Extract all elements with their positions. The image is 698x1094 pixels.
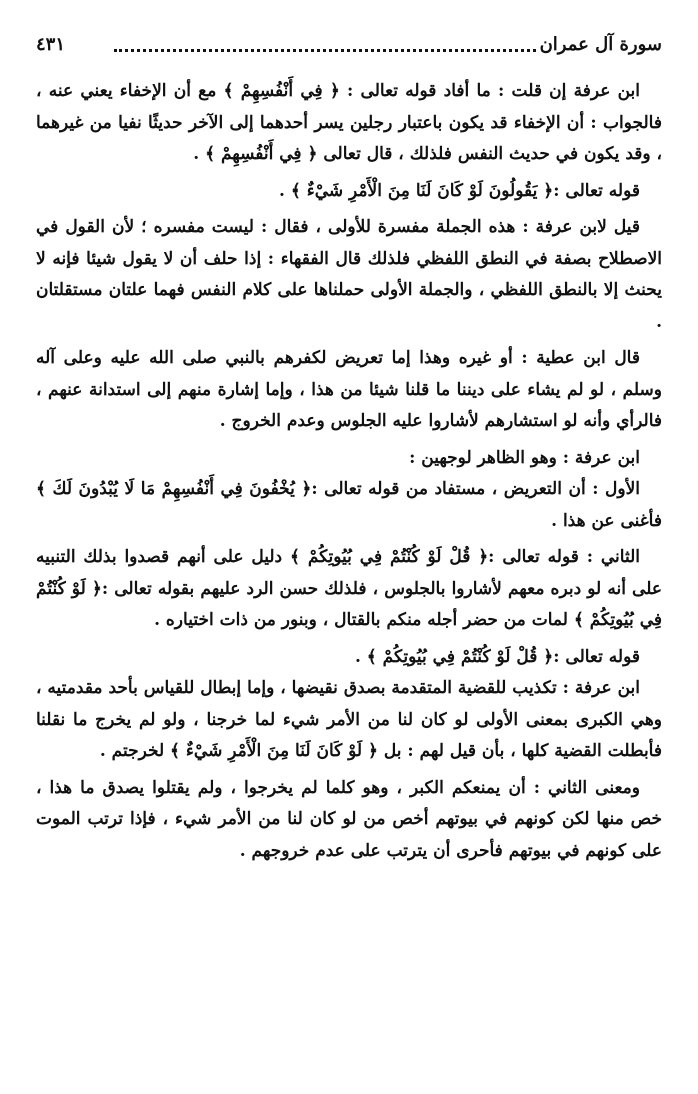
paragraph-ibn-arafa-question: ابن عرفة إن قلت : ما أفاد قوله تعالى : ﴿ فِي أَنْفُسِهِمْ ﴾ مع أن الإخفاء يعني عنه ، فالجواب : أن الإخفاء قد يكون باعتبار رجلين يسر أحدهما إلى الآخر حديثًا نفيا من غيرهما ، وقد يكون في حديث النفس فلذلك ، قال تعالى ﴿ فِي أَنْفُسِهِمْ ﴾ .	[36, 81, 662, 164]
paragraph-ibn-atiyya: قال ابن عطية : أو غيره وهذا إما تعريض لكفرهم بالنبي صلى الله عليه وعلى آله وسلم ، لو لم يشاء على ديننا ما قلنا شيئا من هذا ، وإما إشارة منهم إلى استدانة عنهم ، فالرأي وأنه لو استشارهم لأشاروا عليه الجلوس وعدم الخروج .	[36, 348, 662, 431]
paragraph-first-aspect: الأول : أن التعريض ، مستفاد من قوله تعالى :﴿ يُخْفُونَ فِي أَنْفُسِهِمْ مَا لَا يُبْدُونَ لَكَ ﴾ فأغنى عن هذا .	[36, 479, 662, 531]
paragraph-two-aspects: ابن عرفة : وهو الظاهر لوجهين :	[409, 447, 640, 468]
header-dotted-rule	[114, 49, 536, 52]
page-number: ٤٣١	[36, 34, 66, 55]
paragraph-verse-yaqulun: قوله تعالى :﴿ يَقُولُونَ لَوْ كَانَ لَنَا مِنَ الْأَمْرِ شَيْءٌ ﴾ .	[278, 180, 640, 201]
paragraph-mufassira: قيل لابن عرفة : هذه الجملة مفسرة للأولى ، فقال : ليست مفسره ؛ لأن القول في الاصطلاح بصفة في النطق اللفظي فلذلك قال الفقهاء : إذا حلف أن لا يقول شيئا فإنه لا يحنث إلا بالنطق اللفظي ، والجملة الأولى حملناها على كلام النفس فهما علتان مستقلتان .	[36, 217, 662, 332]
paragraph-second-aspect: الثاني : قوله تعالى :﴿ قُلْ لَوْ كُنْتُمْ فِي بُيُوتِكُمْ ﴾ دليل على أنهم قصدوا بذلك التنبيه على أنه لو دبره معهم لأشاروا بالجلوس ، فلذلك حسن الرد عليهم بقوله تعالى :﴿ لَوْ كُنْتُمْ فِي بُيُوتِكُمْ ﴾ لمات من حضر أجله منكم بالقتال ، وبنور من ذات اختياره .	[36, 547, 662, 630]
paragraph-second-meaning: ومعنى الثاني : أن يمنعكم الكبر ، وهو كلما لم يخرجوا ، ولم يقتلوا يصدق ما هذا ، خص منها لكن كونهم في بيوتهم أخص من لو كان لنا من الأمر شيء ، فإذا ترتب الموت على كونهم في بيوتهم فأحرى أن يترتب على عدم خروجهم .	[36, 777, 662, 861]
page-header	[36, 30, 662, 64]
paragraph-verse-qul: قوله تعالى :﴿ قُلْ لَوْ كُنْتُمْ فِي بُيُوتِكُمْ ﴾ .	[354, 646, 640, 667]
surah-title: سورة آل عمران	[539, 34, 662, 55]
page-body	[36, 76, 662, 867]
paragraph-takdhib: ابن عرفة : تكذيب للقضية المتقدمة بصدق نقيضها ، وإما إبطال للقياس بأحد مقدمتيه ، وهي الكبرى بمعنى الأولى لو كان لنا من الأمر شيء لما خرجنا ، ولو لم يخرج ما نقلنا فأبطلت القضية كلها ، بأن قيل لهم : بل ﴿ لَوْ كَانَ لَنَا مِنَ الْأَمْرِ شَيْءٌ ﴾ لخرجتم .	[36, 678, 662, 761]
